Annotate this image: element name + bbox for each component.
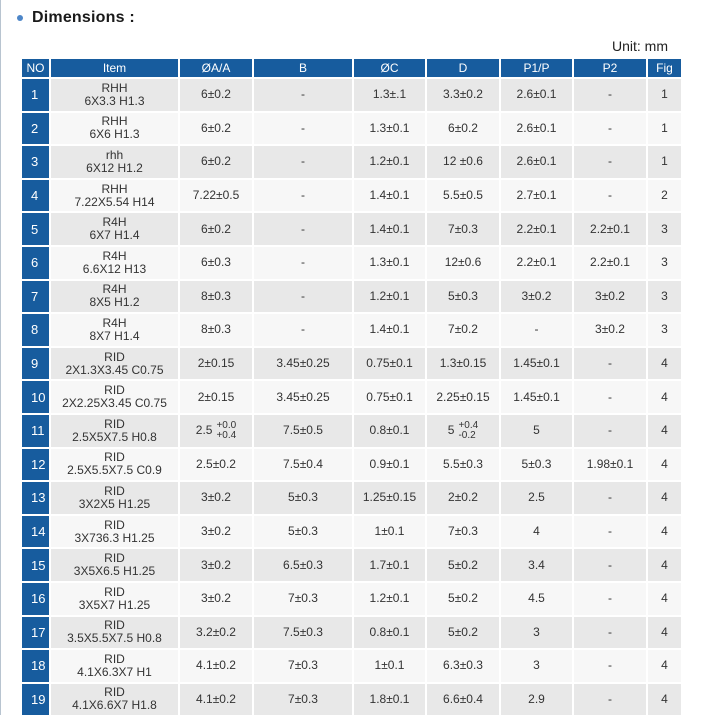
dim-p2-cell: - xyxy=(574,180,646,212)
dim-d-cell: 5±0.3 xyxy=(427,281,499,313)
nominal-value: 5 xyxy=(447,423,455,438)
col-header-c: ØC xyxy=(354,59,425,77)
row-number: 1 xyxy=(22,79,49,111)
dim-d-cell: 5±0.2 xyxy=(427,617,499,649)
dim-p2-cell: 3±0.2 xyxy=(574,314,646,346)
dim-d-cell xyxy=(427,415,499,447)
fig-cell: 4 xyxy=(648,449,681,481)
row-number: 11 xyxy=(22,415,49,447)
dim-b-cell: 7.5±0.3 xyxy=(254,617,352,649)
dim-p2-cell: 1.98±0.1 xyxy=(574,449,646,481)
table-row xyxy=(22,381,681,413)
fig-cell: 1 xyxy=(648,146,681,178)
dim-c-cell: 0.75±0.1 xyxy=(354,381,425,413)
item-line: 6X12 H1.2 xyxy=(86,160,143,175)
dim-c-cell: 1.3±0.1 xyxy=(354,247,425,279)
item-line: 8X5 H1.2 xyxy=(89,295,140,310)
dim-a-cell: 3±0.2 xyxy=(180,482,252,514)
dim-c-cell: 0.75±0.1 xyxy=(354,348,425,380)
dim-d-cell: 7±0.3 xyxy=(427,213,499,245)
dim-p2-cell: 2.2±0.1 xyxy=(574,247,646,279)
fig-cell: 4 xyxy=(648,415,681,447)
item-cell xyxy=(51,314,178,346)
row-number: 9 xyxy=(22,348,49,380)
col-header-fig: Fig xyxy=(648,59,681,77)
row-number: 5 xyxy=(22,213,49,245)
dim-b-cell: - xyxy=(254,213,352,245)
dim-p2-cell: - xyxy=(574,549,646,581)
tolerance-value xyxy=(448,421,478,441)
tolerance-value xyxy=(196,421,236,441)
fig-cell: 4 xyxy=(648,348,681,380)
item-line: 3X736.3 H1.25 xyxy=(74,530,155,545)
item-cell xyxy=(51,281,178,313)
dim-p1-cell: 2.6±0.1 xyxy=(501,146,572,178)
tolerance-upper: +0.0 xyxy=(216,419,237,431)
item-line: 3.5X5.5X7.5 H0.8 xyxy=(67,631,162,646)
item-line: 3X5X6.5 H1.25 xyxy=(73,564,156,579)
item-line: RID xyxy=(104,416,125,431)
dim-c-cell: 1.4±0.1 xyxy=(354,213,425,245)
dim-a-cell: 4.1±0.2 xyxy=(180,684,252,716)
dim-d-cell: 1.3±0.15 xyxy=(427,348,499,380)
table-row xyxy=(22,516,681,548)
dim-d-cell: 6.6±0.4 xyxy=(427,684,499,716)
dim-p2-cell: 2.2±0.1 xyxy=(574,213,646,245)
item-line: R4H xyxy=(102,315,127,330)
item-line: RHH xyxy=(101,114,128,129)
table-row xyxy=(22,281,681,313)
dim-p2-cell: - xyxy=(574,415,646,447)
table-row xyxy=(22,247,681,279)
section-title: Dimensions : xyxy=(32,9,135,26)
tolerance-upper: +0.4 xyxy=(458,419,479,431)
item-line: RID xyxy=(104,517,125,532)
dim-c-cell: 0.9±0.1 xyxy=(354,449,425,481)
fig-cell: 2 xyxy=(648,180,681,212)
dim-d-cell: 7±0.2 xyxy=(427,314,499,346)
dim-c-cell: 1.4±0.1 xyxy=(354,314,425,346)
dim-p2-cell: - xyxy=(574,617,646,649)
unit-label: Unit: mm xyxy=(612,38,668,54)
table-row xyxy=(22,314,681,346)
item-cell xyxy=(51,617,178,649)
item-line: RID xyxy=(104,483,125,498)
dim-d-cell: 12 ±0.6 xyxy=(427,146,499,178)
row-number: 2 xyxy=(22,113,49,145)
tolerance-lower: +0.4 xyxy=(216,429,237,441)
dim-b-cell: 3.45±0.25 xyxy=(254,348,352,380)
dim-d-cell: 5±0.2 xyxy=(427,583,499,615)
dim-p1-cell: 3 xyxy=(501,617,572,649)
table-row xyxy=(22,180,681,212)
item-line: 3X5X7 H1.25 xyxy=(78,597,151,612)
dim-p1-cell: 5 xyxy=(501,415,572,447)
dim-p1-cell: 4 xyxy=(501,516,572,548)
dim-a-cell: 2.5±0.2 xyxy=(180,449,252,481)
dim-a-cell: 2±0.15 xyxy=(180,348,252,380)
item-cell xyxy=(51,247,178,279)
item-line: R4H xyxy=(102,248,127,263)
item-cell xyxy=(51,549,178,581)
dim-a-cell: 3±0.2 xyxy=(180,583,252,615)
tolerance-stack xyxy=(458,421,478,441)
dim-p2-cell: - xyxy=(574,650,646,682)
fig-cell: 4 xyxy=(648,381,681,413)
dim-p2-cell: - xyxy=(574,583,646,615)
item-line: 6X7 H1.4 xyxy=(89,228,140,243)
dim-d-cell: 7±0.3 xyxy=(427,516,499,548)
dim-p1-cell: 2.2±0.1 xyxy=(501,213,572,245)
dim-b-cell: - xyxy=(254,314,352,346)
col-header-no: NO xyxy=(22,59,49,77)
table-row xyxy=(22,146,681,178)
item-cell xyxy=(51,79,178,111)
row-number: 8 xyxy=(22,314,49,346)
table-row xyxy=(22,79,681,111)
item-line: 2X2.25X3.45 C0.75 xyxy=(62,396,167,411)
row-number: 13 xyxy=(22,482,49,514)
dim-a-cell: 6±0.2 xyxy=(180,146,252,178)
item-cell xyxy=(51,684,178,716)
item-line: 6.6X12 H13 xyxy=(82,261,147,276)
row-number: 10 xyxy=(22,381,49,413)
item-cell xyxy=(51,146,178,178)
dim-d-cell: 5.5±0.5 xyxy=(427,180,499,212)
col-header-item: Item xyxy=(51,59,178,77)
item-line: 2X1.3X3.45 C0.75 xyxy=(65,362,164,377)
dim-a-cell: 3±0.2 xyxy=(180,516,252,548)
dim-p2-cell: 3±0.2 xyxy=(574,281,646,313)
row-number: 16 xyxy=(22,583,49,615)
table-row xyxy=(22,482,681,514)
item-line: RID xyxy=(104,651,125,666)
table-row xyxy=(22,583,681,615)
fig-cell: 1 xyxy=(648,79,681,111)
table-row xyxy=(22,348,681,380)
table-row xyxy=(22,617,681,649)
dim-p2-cell: - xyxy=(574,482,646,514)
dim-p1-cell: 5±0.3 xyxy=(501,449,572,481)
section-heading xyxy=(17,7,135,29)
row-number: 15 xyxy=(22,549,49,581)
dim-d-cell: 12±0.6 xyxy=(427,247,499,279)
bullet-icon xyxy=(17,15,23,21)
row-number: 6 xyxy=(22,247,49,279)
dim-b-cell: 7.5±0.4 xyxy=(254,449,352,481)
item-line: RHH xyxy=(101,181,128,196)
row-number: 17 xyxy=(22,617,49,649)
item-cell xyxy=(51,213,178,245)
dim-c-cell: 1.4±0.1 xyxy=(354,180,425,212)
fig-cell: 4 xyxy=(648,684,681,716)
dim-d-cell: 2±0.2 xyxy=(427,482,499,514)
tolerance-stack xyxy=(216,421,236,441)
item-line: 6X3.3 H1.3 xyxy=(84,93,145,108)
dim-d-cell: 6±0.2 xyxy=(427,113,499,145)
item-line: RID xyxy=(104,450,125,465)
table-header-row xyxy=(22,59,681,77)
table-row xyxy=(22,449,681,481)
table-row xyxy=(22,650,681,682)
dim-b-cell: 7.5±0.5 xyxy=(254,415,352,447)
item-line: 6X6 H1.3 xyxy=(89,127,140,142)
item-line: 2.5X5X7.5 H0.8 xyxy=(72,429,157,444)
dim-d-cell: 6.3±0.3 xyxy=(427,650,499,682)
item-cell xyxy=(51,482,178,514)
dim-c-cell: 1±0.1 xyxy=(354,516,425,548)
item-line: 4.1X6.6X7 H1.8 xyxy=(72,698,157,713)
dim-p1-cell: 3±0.2 xyxy=(501,281,572,313)
item-line: 7.22X5.54 H14 xyxy=(74,194,155,209)
item-line: RID xyxy=(104,349,125,364)
row-number: 12 xyxy=(22,449,49,481)
item-cell xyxy=(51,583,178,615)
dim-p1-cell: 2.2±0.1 xyxy=(501,247,572,279)
table-row xyxy=(22,549,681,581)
dim-p2-cell: - xyxy=(574,146,646,178)
dim-a-cell: 6±0.2 xyxy=(180,213,252,245)
item-cell xyxy=(51,348,178,380)
table-row xyxy=(22,684,681,716)
item-cell xyxy=(51,449,178,481)
col-header-b: B xyxy=(254,59,352,77)
item-line: R4H xyxy=(102,282,127,297)
dim-p1-cell: 2.5 xyxy=(501,482,572,514)
item-line: RHH xyxy=(101,80,128,95)
fig-cell: 4 xyxy=(648,583,681,615)
dim-a-cell xyxy=(180,415,252,447)
dim-c-cell: 1.3±.1 xyxy=(354,79,425,111)
row-number: 18 xyxy=(22,650,49,682)
table-row xyxy=(22,113,681,145)
item-line: RID xyxy=(104,551,125,566)
dim-a-cell: 6±0.3 xyxy=(180,247,252,279)
dim-p1-cell: 2.6±0.1 xyxy=(501,113,572,145)
dim-b-cell: 7±0.3 xyxy=(254,684,352,716)
col-header-p1: P1/P xyxy=(501,59,572,77)
fig-cell: 4 xyxy=(648,617,681,649)
dim-p2-cell: - xyxy=(574,79,646,111)
col-header-a: ØA/A xyxy=(180,59,252,77)
dimensions-table xyxy=(20,57,683,717)
dim-p2-cell: - xyxy=(574,516,646,548)
item-line: rhh xyxy=(105,147,124,162)
item-line: 4.1X6.3X7 H1 xyxy=(77,664,152,679)
fig-cell: 4 xyxy=(648,650,681,682)
table-row xyxy=(22,213,681,245)
dim-c-cell: 1.2±0.1 xyxy=(354,146,425,178)
dim-p1-cell: - xyxy=(501,314,572,346)
dim-d-cell: 5.5±0.3 xyxy=(427,449,499,481)
dim-c-cell: 1.2±0.1 xyxy=(354,281,425,313)
dim-a-cell: 2±0.15 xyxy=(180,381,252,413)
item-cell xyxy=(51,113,178,145)
item-line: 3X2X5 H1.25 xyxy=(78,496,151,511)
dim-p1-cell: 3 xyxy=(501,650,572,682)
dim-p2-cell: - xyxy=(574,348,646,380)
dim-c-cell: 1±0.1 xyxy=(354,650,425,682)
row-number: 7 xyxy=(22,281,49,313)
item-line: RID xyxy=(104,618,125,633)
dim-p2-cell: - xyxy=(574,113,646,145)
dim-a-cell: 6±0.2 xyxy=(180,113,252,145)
dim-p1-cell: 2.6±0.1 xyxy=(501,79,572,111)
dim-p1-cell: 1.45±0.1 xyxy=(501,348,572,380)
item-line: 8X7 H1.4 xyxy=(89,328,140,343)
dim-b-cell: - xyxy=(254,247,352,279)
dim-p1-cell: 3.4 xyxy=(501,549,572,581)
dim-d-cell: 3.3±0.2 xyxy=(427,79,499,111)
item-cell xyxy=(51,415,178,447)
dim-p2-cell: - xyxy=(574,381,646,413)
dim-a-cell: 8±0.3 xyxy=(180,314,252,346)
col-header-d: D xyxy=(427,59,499,77)
dim-c-cell: 1.8±0.1 xyxy=(354,684,425,716)
dim-c-cell: 0.8±0.1 xyxy=(354,415,425,447)
dim-p1-cell: 4.5 xyxy=(501,583,572,615)
fig-cell: 4 xyxy=(648,549,681,581)
dim-p2-cell: - xyxy=(574,684,646,716)
dim-d-cell: 5±0.2 xyxy=(427,549,499,581)
dim-b-cell: - xyxy=(254,113,352,145)
fig-cell: 3 xyxy=(648,247,681,279)
dim-b-cell: 7±0.3 xyxy=(254,583,352,615)
dim-a-cell: 8±0.3 xyxy=(180,281,252,313)
tolerance-lower: -0.2 xyxy=(458,429,476,441)
row-number: 14 xyxy=(22,516,49,548)
dim-a-cell: 7.22±0.5 xyxy=(180,180,252,212)
dim-b-cell: 5±0.3 xyxy=(254,516,352,548)
fig-cell: 4 xyxy=(648,516,681,548)
item-cell xyxy=(51,516,178,548)
dim-a-cell: 3±0.2 xyxy=(180,549,252,581)
fig-cell: 1 xyxy=(648,113,681,145)
dim-b-cell: 6.5±0.3 xyxy=(254,549,352,581)
table-row xyxy=(22,415,681,447)
dim-b-cell: 7±0.3 xyxy=(254,650,352,682)
item-line: RID xyxy=(104,383,125,398)
dim-c-cell: 1.2±0.1 xyxy=(354,583,425,615)
left-border xyxy=(0,0,1,715)
item-line: 2.5X5.5X7.5 C0.9 xyxy=(67,463,162,478)
dim-c-cell: 0.8±0.1 xyxy=(354,617,425,649)
item-cell xyxy=(51,180,178,212)
dim-b-cell: - xyxy=(254,79,352,111)
dim-c-cell: 1.25±0.15 xyxy=(354,482,425,514)
item-line: RID xyxy=(104,685,125,700)
item-line: R4H xyxy=(102,215,127,230)
col-header-p2: P2 xyxy=(574,59,646,77)
dim-b-cell: - xyxy=(254,180,352,212)
dim-a-cell: 3.2±0.2 xyxy=(180,617,252,649)
dim-a-cell: 4.1±0.2 xyxy=(180,650,252,682)
dim-b-cell: 5±0.3 xyxy=(254,482,352,514)
fig-cell: 3 xyxy=(648,213,681,245)
dim-b-cell: - xyxy=(254,281,352,313)
item-line: RID xyxy=(104,584,125,599)
fig-cell: 4 xyxy=(648,482,681,514)
dim-p1-cell: 1.45±0.1 xyxy=(501,381,572,413)
nominal-value: 2.5 xyxy=(195,423,213,438)
dim-p1-cell: 2.7±0.1 xyxy=(501,180,572,212)
dim-p1-cell: 2.9 xyxy=(501,684,572,716)
dim-c-cell: 1.7±0.1 xyxy=(354,549,425,581)
dim-a-cell: 6±0.2 xyxy=(180,79,252,111)
row-number: 3 xyxy=(22,146,49,178)
item-cell xyxy=(51,650,178,682)
dim-b-cell: 3.45±0.25 xyxy=(254,381,352,413)
fig-cell: 3 xyxy=(648,314,681,346)
dim-c-cell: 1.3±0.1 xyxy=(354,113,425,145)
row-number: 19 xyxy=(22,684,49,716)
dim-b-cell: - xyxy=(254,146,352,178)
row-number: 4 xyxy=(22,180,49,212)
dim-d-cell: 2.25±0.15 xyxy=(427,381,499,413)
fig-cell: 3 xyxy=(648,281,681,313)
item-cell xyxy=(51,381,178,413)
